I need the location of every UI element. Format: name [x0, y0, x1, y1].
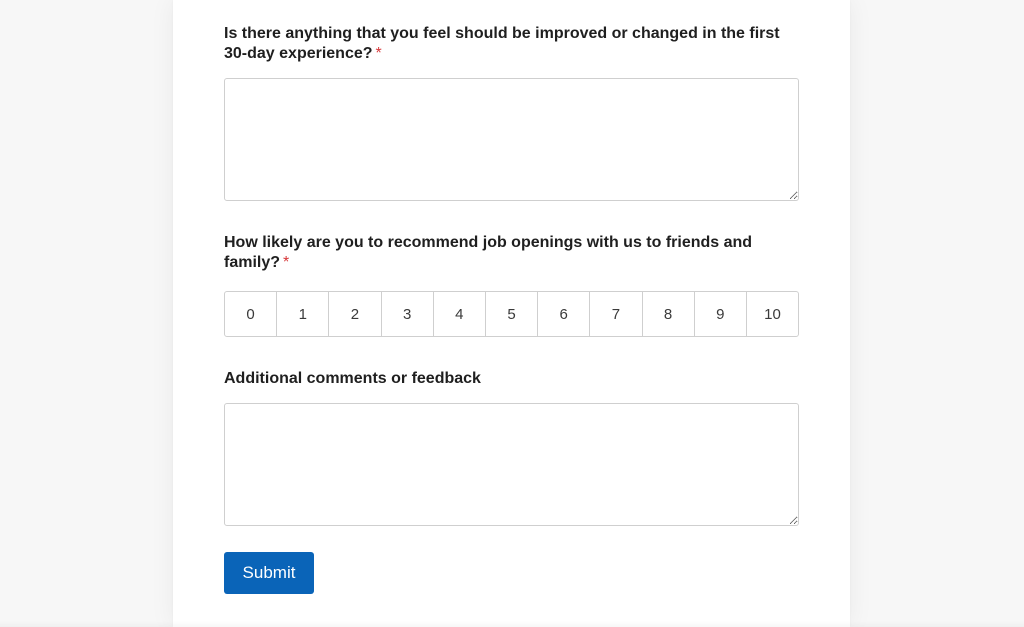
- question-comments-label: Additional comments or feedback: [224, 370, 481, 387]
- scale-option-10[interactable]: 10: [764, 305, 781, 323]
- question-recommend-text: How likely are you to recommend job openings with us to friends and family?: [224, 234, 753, 271]
- scale-option-9[interactable]: 9: [695, 292, 747, 336]
- likelihood-scale-row: [224, 291, 799, 337]
- comments-textarea[interactable]: [224, 403, 799, 526]
- scale-option-3[interactable]: 3: [382, 292, 434, 336]
- required-asterisk: *: [375, 45, 382, 62]
- submit-wrapper: [224, 552, 314, 594]
- scale-option-6[interactable]: 6: [538, 292, 590, 336]
- scale-option-5[interactable]: 5: [486, 292, 538, 336]
- scale-option-2[interactable]: 2: [329, 292, 381, 336]
- comments-field-wrapper: [224, 403, 799, 526]
- improvement-textarea[interactable]: [224, 78, 799, 201]
- scale-option-0[interactable]: 0: [225, 292, 277, 336]
- question-recommend-label: [224, 233, 799, 273]
- scale-option-1[interactable]: 1: [277, 292, 329, 336]
- improvement-field-wrapper: [224, 78, 799, 201]
- question-improvement-text: Is there anything that you feel should be improved or changed in the first 30-day experience?: [224, 25, 780, 62]
- submit-button[interactable]: Submit: [224, 552, 314, 594]
- bottom-shadow: [0, 621, 1024, 627]
- scale-option-8[interactable]: 8: [643, 292, 695, 336]
- likelihood-scale: [224, 291, 799, 337]
- question-improvement-label: [224, 24, 799, 64]
- scale-option-4[interactable]: 4: [434, 292, 486, 336]
- required-asterisk: *: [283, 254, 290, 271]
- scale-option-7[interactable]: 7: [590, 292, 642, 336]
